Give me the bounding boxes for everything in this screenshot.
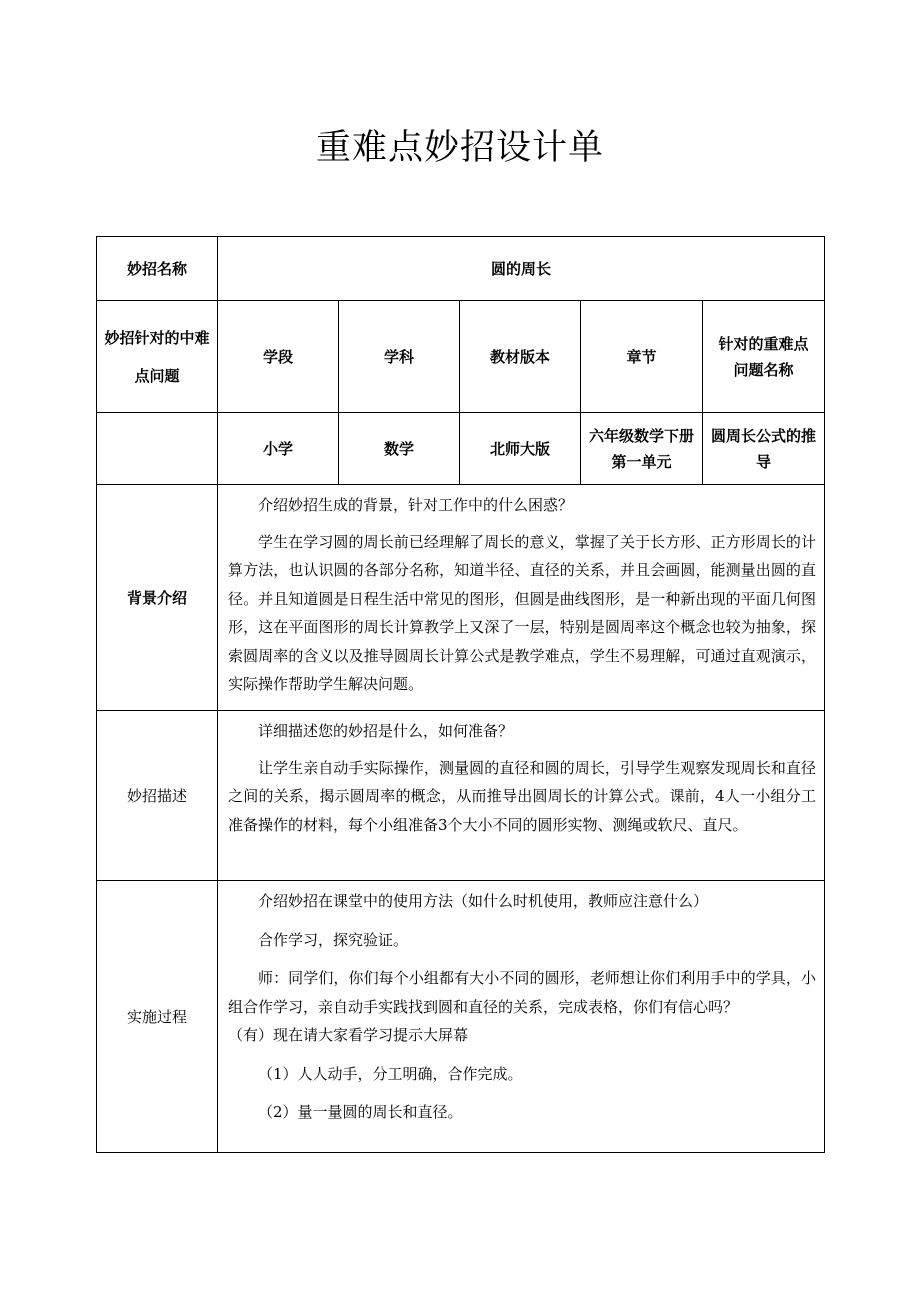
value-stage: 小学 (218, 413, 339, 485)
header-stage: 学段 (218, 301, 339, 413)
name-value: 圆的周长 (218, 237, 825, 301)
process-step2: （2）量一量圆的周长和直径。 (258, 1103, 463, 1121)
header-subject: 学科 (339, 301, 460, 413)
process-content (218, 881, 825, 1153)
background-label: 背景介绍 (97, 485, 218, 711)
table-row (97, 711, 825, 881)
header-problem-name: 针对的重难点问题名称 (703, 301, 825, 413)
empty-cell (97, 413, 218, 485)
description-prompt: 详细描述您的妙招是什么，如何准备？ (258, 722, 514, 740)
value-subject: 数学 (339, 413, 460, 485)
table-row (97, 485, 825, 711)
process-para2: 师：同学们，你们每个小组都有大小不同的圆形，老师想让你们利用手中的学具，小组合作学习，亲自动手实践找到圆和直径的关系，完成表格，你们有信心吗？ (228, 969, 816, 1016)
name-label: 妙招名称 (97, 237, 218, 301)
page-title: 重难点妙招设计单 (315, 128, 604, 168)
process-step1: （1）人人动手，分工明确，合作完成。 (258, 1064, 523, 1083)
description-content (218, 711, 825, 881)
table-row (97, 413, 825, 485)
value-edition: 北师大版 (460, 413, 581, 485)
background-prompt: 介绍妙招生成的背景，针对工作中的什么困惑？ (258, 496, 574, 514)
background-content (218, 485, 825, 711)
target-label: 妙招针对的中难点问题 (97, 301, 218, 413)
design-form-table (96, 236, 825, 1153)
header-edition: 教材版本 (460, 301, 581, 413)
description-label: 妙招描述 (97, 711, 218, 881)
process-label: 实施过程 (97, 881, 218, 1153)
value-chapter: 六年级数学下册第一单元 (581, 413, 703, 485)
header-chapter: 章节 (581, 301, 703, 413)
description-text: 让学生亲自动手实际操作，测量圆的直径和圆的周长，引导学生观察发现周长和直径之间的关系，揭示圆周率的概念，从而推导出圆周长的计算公式。课前，4人一小组分工准备操作的材料，每个小组准备3个大小不同的圆形实物、测绳或软尺、直尺。 (228, 758, 816, 834)
process-prompt: 介绍妙招在课堂中的使用方法（如什么时机使用，教师应注意什么） (258, 892, 709, 910)
background-text: 学生在学习圆的周长前已经理解了周长的意义，掌握了关于长方形、正方形周长的计算方法，也认识圆的各部分名称，知道半径、直径的关系，并且会画圆，能测量出圆的直径。并且知道圆是日程生活中常见的图形，但圆是曲线图形，是一种新出现的平面几何图形，这在平面图形的周长计算教学上又深了一层，特别是圆周率这个概念也较为抽象，探索圆周率的含义以及推导圆周长计算公式是教学难点，学生不易理解，可通过直观演示，实际操作帮助学生解决问题。 (228, 532, 816, 693)
table-row (97, 237, 825, 301)
table-row (97, 881, 825, 1153)
process-para3: （有）现在请大家看学习提示大屏幕 (228, 1026, 469, 1044)
table-row (97, 301, 825, 413)
process-para1: 合作学习，探究验证。 (258, 930, 409, 949)
value-problem-name: 圆周长公式的推导 (703, 413, 825, 485)
